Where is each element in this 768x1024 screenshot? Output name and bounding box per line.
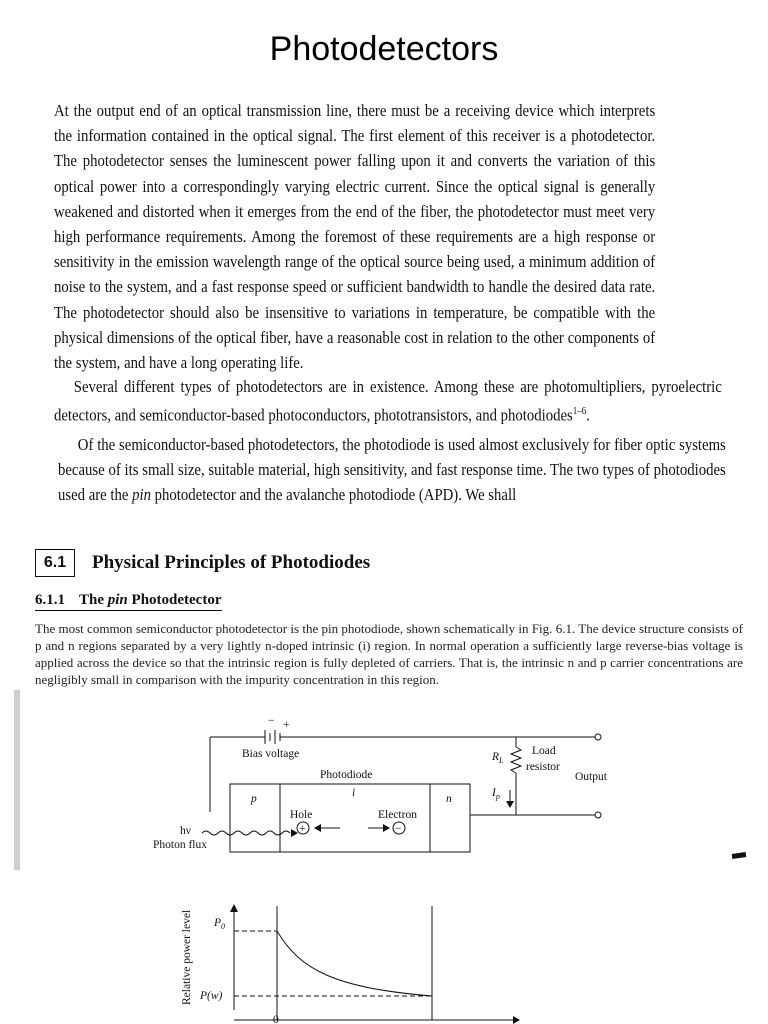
paragraph-pin-description: The most common semiconductor photodetector is the pin photodiode, shown schematically in Fig. 6.1. The device structure consists of p and n regions separated by a very lightly n-doped intrinsic (i) region. In normal operation a sufficiently large reverse-bias voltage is applied across the device so that the intrinsic region is fully depleted of carriers. That is, the intrinsic n and p carrier concentrations are negligibly small in comparison with the impurity concentration in this region.	[35, 621, 743, 687]
pin-italic: pin	[132, 485, 151, 505]
subsection-heading	[35, 592, 222, 611]
section-title: Physical Principles of Photodiodes	[92, 552, 371, 573]
x-axis-arrow	[513, 1016, 520, 1024]
ip-label	[491, 787, 500, 801]
pin-photodiode-schematic	[140, 712, 620, 862]
n-region-label: n	[446, 793, 452, 805]
rl-label	[491, 751, 504, 765]
ip-subscript: p	[495, 792, 500, 801]
load-label: Load	[532, 745, 556, 757]
subsection-title-a: The	[79, 592, 108, 608]
hole-label: Hole	[290, 809, 313, 821]
pw-label: P(w)	[200, 990, 223, 1002]
p0-subscript: 0	[221, 922, 226, 931]
p0-letter: P	[214, 917, 222, 929]
subsection-title-pin: pin	[107, 592, 128, 608]
output-terminal-top	[595, 734, 601, 740]
load-resistor	[511, 747, 521, 773]
photodiode-label: Photodiode	[320, 769, 373, 781]
power-decay-graph	[170, 900, 530, 1024]
electron-arrowhead	[383, 824, 390, 832]
subsection-number: 6.1.1	[35, 592, 65, 608]
scan-edge-shadow	[14, 690, 20, 870]
paragraph-semiconductor-b: photodetector and the avalanche photodiode (APD). We shall	[150, 485, 517, 505]
p0-label	[213, 917, 225, 931]
bias-voltage-label: Bias voltage	[242, 748, 300, 760]
electron-label: Electron	[378, 809, 417, 821]
subsection-title-b: Photodetector	[127, 592, 222, 608]
y-axis-arrow	[230, 904, 238, 912]
battery-minus: −	[268, 715, 275, 727]
hole-sign: +	[299, 823, 306, 835]
current-arrowhead	[506, 801, 514, 808]
rl-subscript: L	[499, 756, 504, 765]
rl-letter: R	[492, 751, 500, 763]
hv-label: hν	[180, 825, 191, 837]
paragraph-semiconductor	[58, 432, 726, 508]
p-region-label: p	[251, 793, 257, 805]
hole-arrowhead	[314, 824, 321, 832]
output-terminal-bottom	[595, 812, 601, 818]
citation-superscript: 1–6	[572, 406, 587, 418]
i-region-label: i	[352, 787, 356, 799]
y-axis-label: Relative power level	[181, 909, 193, 1005]
x-zero-label: 0	[273, 1014, 279, 1024]
power-decay-curve	[277, 931, 432, 996]
photon-flux-label: Photon flux	[153, 839, 207, 851]
ip-letter: I	[492, 787, 496, 799]
photon-wave	[202, 831, 290, 835]
paragraph-intro: At the output end of an optical transmission line, there must be a receiving device which interprets the information contained in the optical signal. The first element of this receiver is a photodetector. The photodetector senses the luminescent power falling upon it and converts the variation of this optical power into a correspondingly varying electric current. Since the optical signal is generally weakened and distorted when it emerges from the end of the fiber, the photodetector must meet very high performance requirements. Among the foremost of these requirements are a high response or sensitivity in the emission wavelength range of the optical source being used, a minimum addition of noise to the system, and a fast response speed or sufficient bandwidth to handle the desired data rate. The photodetector should also be insensitive to variations in temperature, be compatible with the physical dimensions of the optical fiber, have a reasonable cost in relation to the other components of the system, and have a long operating life.	[54, 101, 656, 373]
paragraph-types-text: Several different types of photodetectors are in existence. Among these are photomultipliers, pyroelectric detectors, and semiconductor-based photoconductors, phototransistors, and photodiodes	[54, 377, 722, 425]
paragraph-semiconductor-a: Of the semiconductor-based photodetectors, the photodiode is used almost exclusively for fiber optic systems because of its small size, suitable material, high sensitivity, and fast response time. The two types of photodiodes used are the	[58, 435, 726, 505]
output-label: Output	[575, 771, 607, 783]
section-number-box: 6.1	[35, 549, 75, 577]
photodiode-body	[230, 784, 470, 852]
battery-plus: +	[283, 719, 290, 731]
resistor-label: resistor	[526, 761, 560, 773]
scan-dark-mark	[732, 852, 747, 859]
electron-sign: −	[395, 823, 402, 835]
page-title: Photodetectors	[269, 30, 499, 68]
paragraph-types: Several different types of photodetectors are in existence. Among these are photomultipliers, pyroelectric detectors, and semiconductor-based photoconductors, phototransistors, and photodiodes$^{1-6}$.	[54, 377, 722, 425]
